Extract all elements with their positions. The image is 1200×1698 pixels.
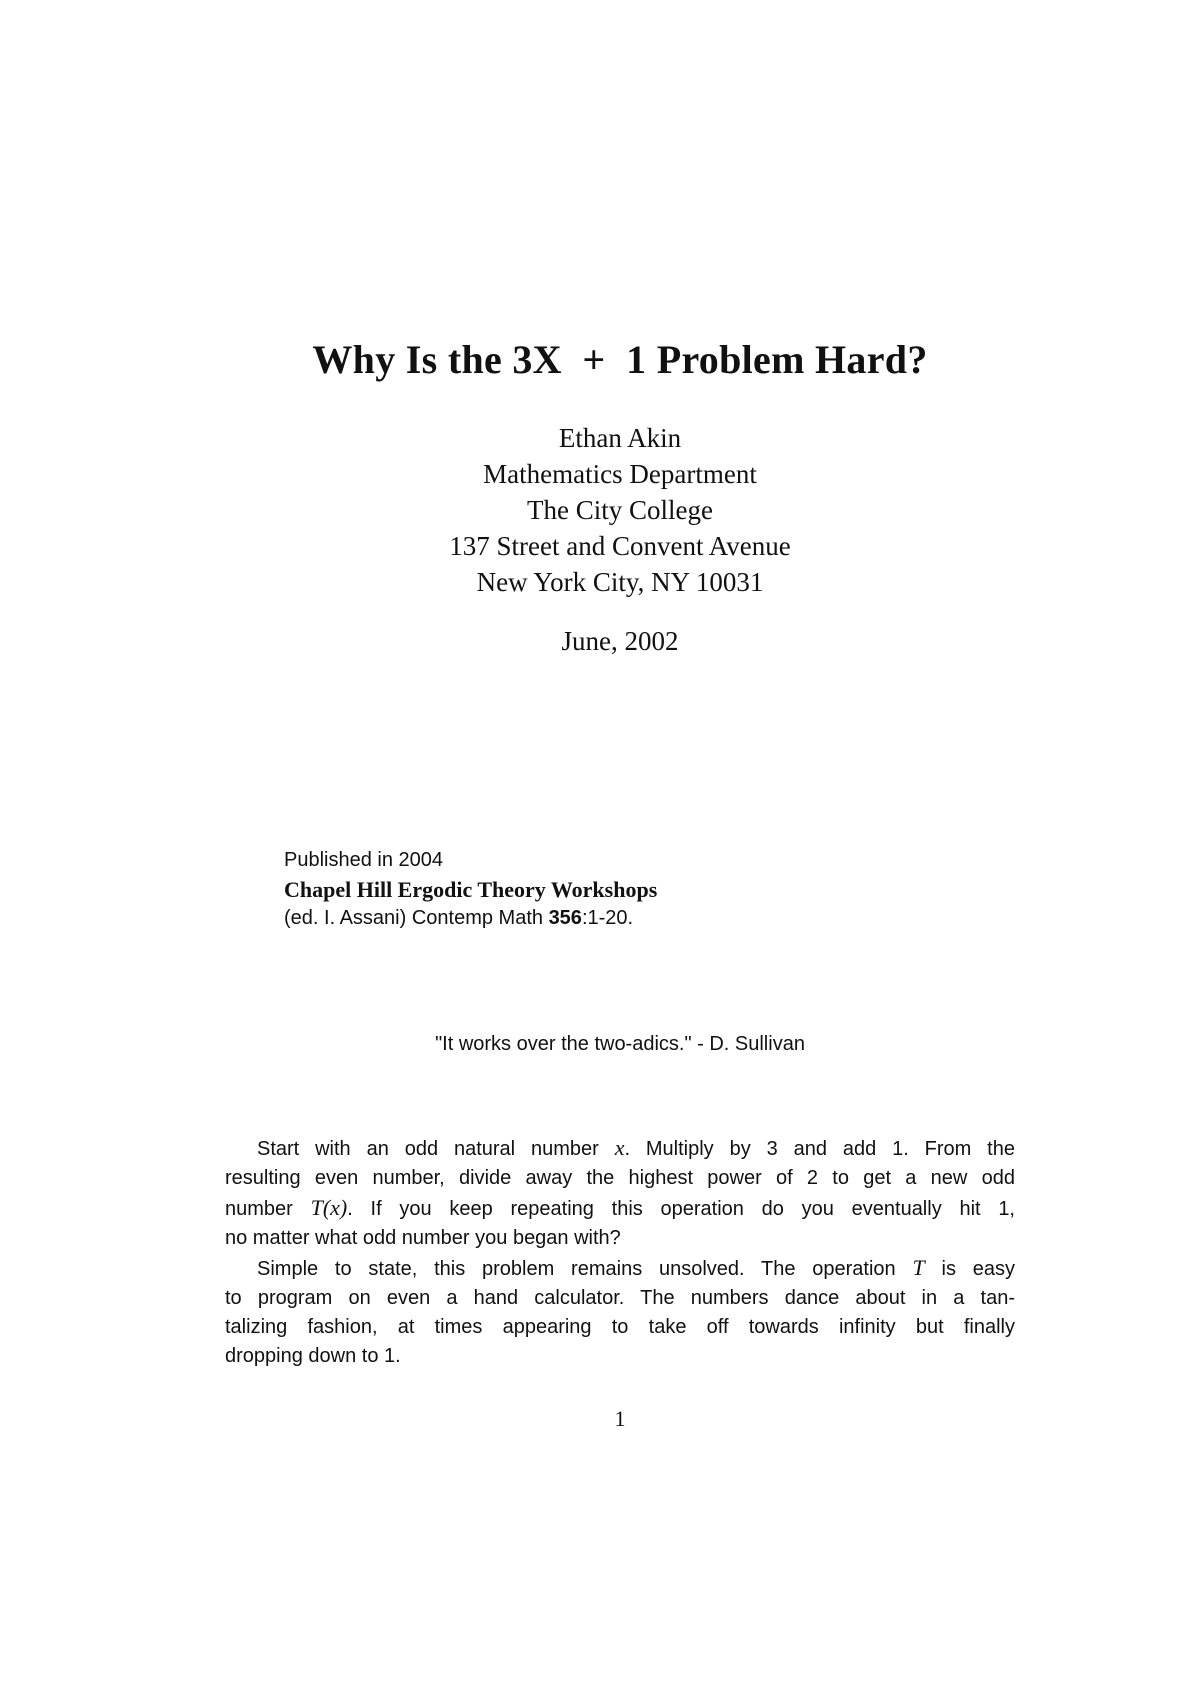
paragraph-1-line-3: number T(x). If you keep repeating this operation do you eventually hit 1, — [225, 1195, 1015, 1220]
math-T: T — [310, 1195, 323, 1220]
math-x: x — [614, 1135, 625, 1160]
paragraph-2-line-2: to program on even a hand calculator. The numbers dance about in a tan- — [225, 1287, 1015, 1309]
author-block — [0, 420, 1200, 600]
publication-venue: Chapel Hill Ergodic Theory Workshops — [284, 877, 658, 902]
paragraph-1-line-4: no matter what odd number you began with? — [225, 1227, 621, 1249]
author-department: Mathematics Department — [483, 459, 757, 489]
author-city: New York City, NY 10031 — [476, 567, 764, 597]
author-name: Ethan Akin — [558, 423, 682, 453]
citation-prefix: (ed. I. Assani) Contemp Math — [284, 907, 549, 929]
paragraph-2-line-3: talizing fashion, at times appearing to take off towards infinity but finally — [225, 1316, 1015, 1338]
math-T: T — [912, 1255, 925, 1280]
math-paren-x: (x) — [322, 1195, 348, 1220]
citation-volume: 356 — [548, 907, 582, 929]
paragraph-1-line-2: resulting even number, divide away the highest power of 2 to get a new odd — [225, 1167, 1015, 1189]
author-institution: The City College — [527, 495, 713, 525]
page-number: 1 — [614, 1406, 626, 1431]
paper-date: June, 2002 — [561, 626, 679, 656]
paragraph-2-line-1: Simple to state, this problem remains unsolved. The operation T is easy — [257, 1255, 1015, 1280]
body-text — [225, 1133, 1015, 1371]
paper-title: Why Is the 3X + 1 Problem Hard? — [312, 337, 928, 382]
publication-info — [284, 846, 657, 933]
publication-year: Published in 2004 — [284, 849, 444, 871]
paragraph-2-line-4: dropping down to 1. — [225, 1345, 401, 1367]
publication-citation — [284, 904, 657, 933]
citation-pages: :1-20. — [581, 907, 634, 929]
epigraph: "It works over the two-adics." - D. Sullivan — [435, 1033, 805, 1055]
author-street: 137 Street and Convent Avenue — [449, 531, 791, 561]
paragraph-1-line-1: Start with an odd natural number x. Multiply by 3 and add 1. From the — [257, 1135, 1015, 1160]
